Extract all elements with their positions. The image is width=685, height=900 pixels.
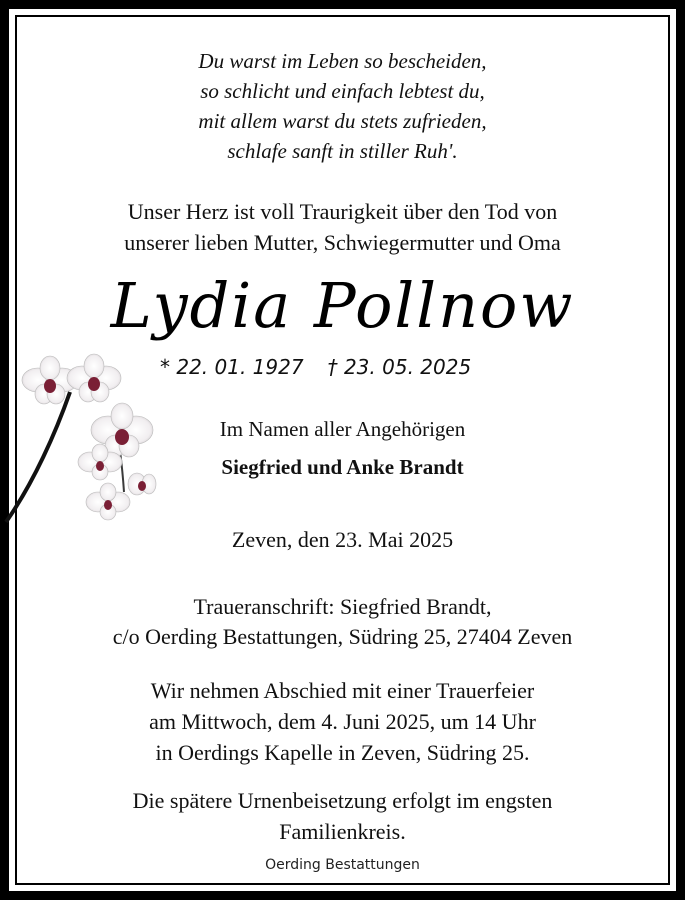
intro-text	[0, 196, 685, 258]
burial-info	[0, 785, 685, 847]
death-date: † 23. 05. 2025	[327, 355, 472, 379]
ceremony-info	[0, 675, 685, 768]
place-date: Zeven, den 23. Mai 2025	[231, 527, 454, 552]
intro-line: unserer lieben Mutter, Schwiegermutter und Oma	[124, 230, 561, 255]
poem	[0, 46, 685, 166]
address-line: c/o Oerding Bestattungen, Südring 25, 27404 Zeven	[112, 624, 573, 649]
ceremony-line: Wir nehmen Abschied mit einer Trauerfeier	[150, 678, 535, 703]
burial-line: Familienkreis.	[279, 819, 406, 844]
ceremony-line: in Oerdings Kapelle in Zeven, Südring 25.	[155, 740, 530, 765]
mourners-names: Siegfried und Anke Brandt	[221, 455, 464, 479]
ceremony-line: am Mittwoch, dem 4. Juni 2025, um 14 Uhr	[149, 709, 536, 734]
birth-date: * 22. 01. 1927	[160, 355, 304, 379]
deceased-name: Lydia Pollnow	[110, 269, 575, 342]
intro-line: Unser Herz ist voll Traurigkeit über den Tod von	[127, 199, 558, 224]
poem-line: Du warst im Leben so bescheiden,	[198, 49, 487, 73]
mourning-address	[0, 592, 685, 652]
life-dates	[160, 353, 540, 381]
address-line: Traueranschrift: Siegfried Brandt,	[193, 594, 492, 619]
burial-line: Die spätere Urnenbeisetzung erfolgt im engsten	[132, 788, 553, 813]
poem-line: schlafe sanft in stiller Ruh'.	[227, 139, 458, 163]
poem-line: mit allem warst du stets zufrieden,	[198, 109, 487, 133]
poem-line: so schlicht und einfach lebtest du,	[200, 79, 485, 103]
mourners-label: Im Namen aller Angehörigen	[219, 417, 466, 441]
funeral-home-footer: Oerding Bestattungen	[265, 857, 420, 873]
